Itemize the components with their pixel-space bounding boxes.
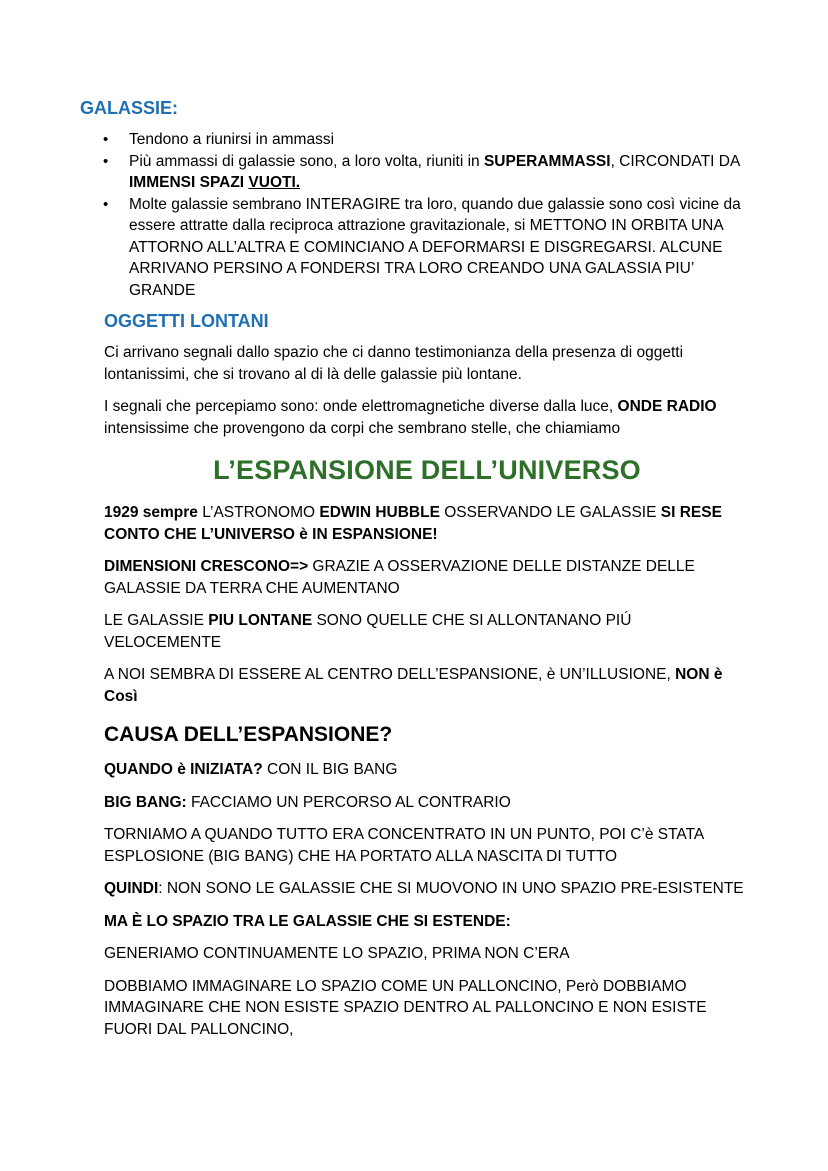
bold-text: EDWIN HUBBLE <box>319 504 440 521</box>
paragraph: GENERIAMO CONTINUAMENTE LO SPAZIO, PRIMA NON C’ERA <box>104 945 570 962</box>
bullet-text: , CIRCONDATI DA <box>610 152 740 170</box>
bullet-text: Molte galassie sembrano INTERAGIRE tra loro, quando due galassie sono così vicine da essere attratte dalla reciproca attrazione gravitazionale, si METTONO IN ORBITA UNA ATTORNO ALL’ALTRA E COMINCIANO A DEFORMARSI E DISGREGARSI. ALCUNE ARRIVANO PERSINO A FONDERSI TRA LORO CREANDO UNA GALASSIA PIU’ GRANDE <box>129 195 741 299</box>
bold-text: PIU LONTANE <box>208 612 313 629</box>
bold-text: IMMENSI SPAZI <box>129 174 249 191</box>
paragraph: 1929 sempre L’ASTRONOMO EDWIN HUBBLE OSSERVANDO LE GALASSIE SI RESE CONTO CHE L’UNIVERSO è IN ESPANSIONE! <box>104 504 722 543</box>
bold-text: SUPERAMMASSI <box>483 152 611 170</box>
bold-text: SI RESE CONTO CHE L’UNIVERSO è IN ESPANSIONE! <box>104 504 722 543</box>
paragraph: LE GALASSIE PIU LONTANE SONO QUELLE CHE SI ALLONTANANO PIÚ VELOCEMENTE <box>104 612 632 651</box>
bold-text: MA È LO SPAZIO TRA LE GALASSIE CHE SI ESTENDE: <box>104 912 511 930</box>
bold-text: BIG BANG: <box>104 793 187 811</box>
underlined-bold-text: VUOTI. <box>248 174 301 191</box>
bold-text: DIMENSIONI CRESCONO=> <box>104 558 309 575</box>
heading-oggetti-lontani: OGGETTI LONTANI <box>104 311 269 331</box>
bold-text: QUINDI <box>104 880 159 897</box>
heading-causa-espansione: CAUSA DELL’ESPANSIONE? <box>104 723 393 746</box>
list-item <box>129 151 750 194</box>
section-title-espansione: L’ESPANSIONE DELL’UNIVERSO <box>213 455 641 485</box>
paragraph: I segnali che percepiamo sono: onde elettromagnetiche diverse dalla luce, ONDE RADIO intensissime che provengono da corpi che sembrano stelle, che chiamiamo <box>104 398 717 437</box>
bold-text: ONDE RADIO <box>617 398 717 415</box>
paragraph: BIG BANG: FACCIAMO UN PERCORSO AL CONTRARIO <box>104 793 511 811</box>
paragraph: DOBBIAMO IMMAGINARE LO SPAZIO COME UN PALLONCINO, Però DOBBIAMO IMMAGINARE CHE NON ESISTE SPAZIO DENTRO AL PALLONCINO E NON ESISTE FUORI DAL PALLONCINO, <box>104 977 707 1038</box>
bold-text: 1929 sempre <box>104 504 198 521</box>
paragraph: DIMENSIONI CRESCONO=> GRAZIE A OSSERVAZIONE DELLE DISTANZE DELLE GALASSIE DA TERRA CHE AUMENTANO <box>104 558 695 597</box>
paragraph: Ci arrivano segnali dallo spazio che ci danno testimonianza della presenza di oggetti lontanissimi, che si trovano al di là delle galassie più lontane. <box>104 344 684 383</box>
bold-text: QUANDO è INIZIATA? <box>104 761 263 778</box>
list-item <box>129 194 750 302</box>
bold-text: NON è Così <box>104 666 723 705</box>
heading-galassie: GALASSIE: <box>80 98 179 118</box>
bullet-text: Più ammassi di galassie sono, a loro volta, riuniti in <box>129 152 484 170</box>
list-item <box>129 129 750 151</box>
paragraph <box>104 911 750 933</box>
paragraph: QUINDI: NON SONO LE GALASSIE CHE SI MUOVONO IN UNO SPAZIO PRE-ESISTENTE <box>104 880 744 897</box>
galassie-bullet-list <box>80 129 750 301</box>
paragraph: A NOI SEMBRA DI ESSERE AL CENTRO DELL’ESPANSIONE, è UN’ILLUSIONE, NON è Così <box>104 666 723 705</box>
paragraph: TORNIAMO A QUANDO TUTTO ERA CONCENTRATO IN UN PUNTO, POI C’è STATA ESPLOSIONE (BIG BANG) CHE HA PORTATO ALLA NASCITA DI TUTTO <box>104 826 704 865</box>
paragraph: QUANDO è INIZIATA? CON IL BIG BANG <box>104 761 398 778</box>
bullet-text: Tendono a riunirsi in ammassi <box>129 131 335 148</box>
